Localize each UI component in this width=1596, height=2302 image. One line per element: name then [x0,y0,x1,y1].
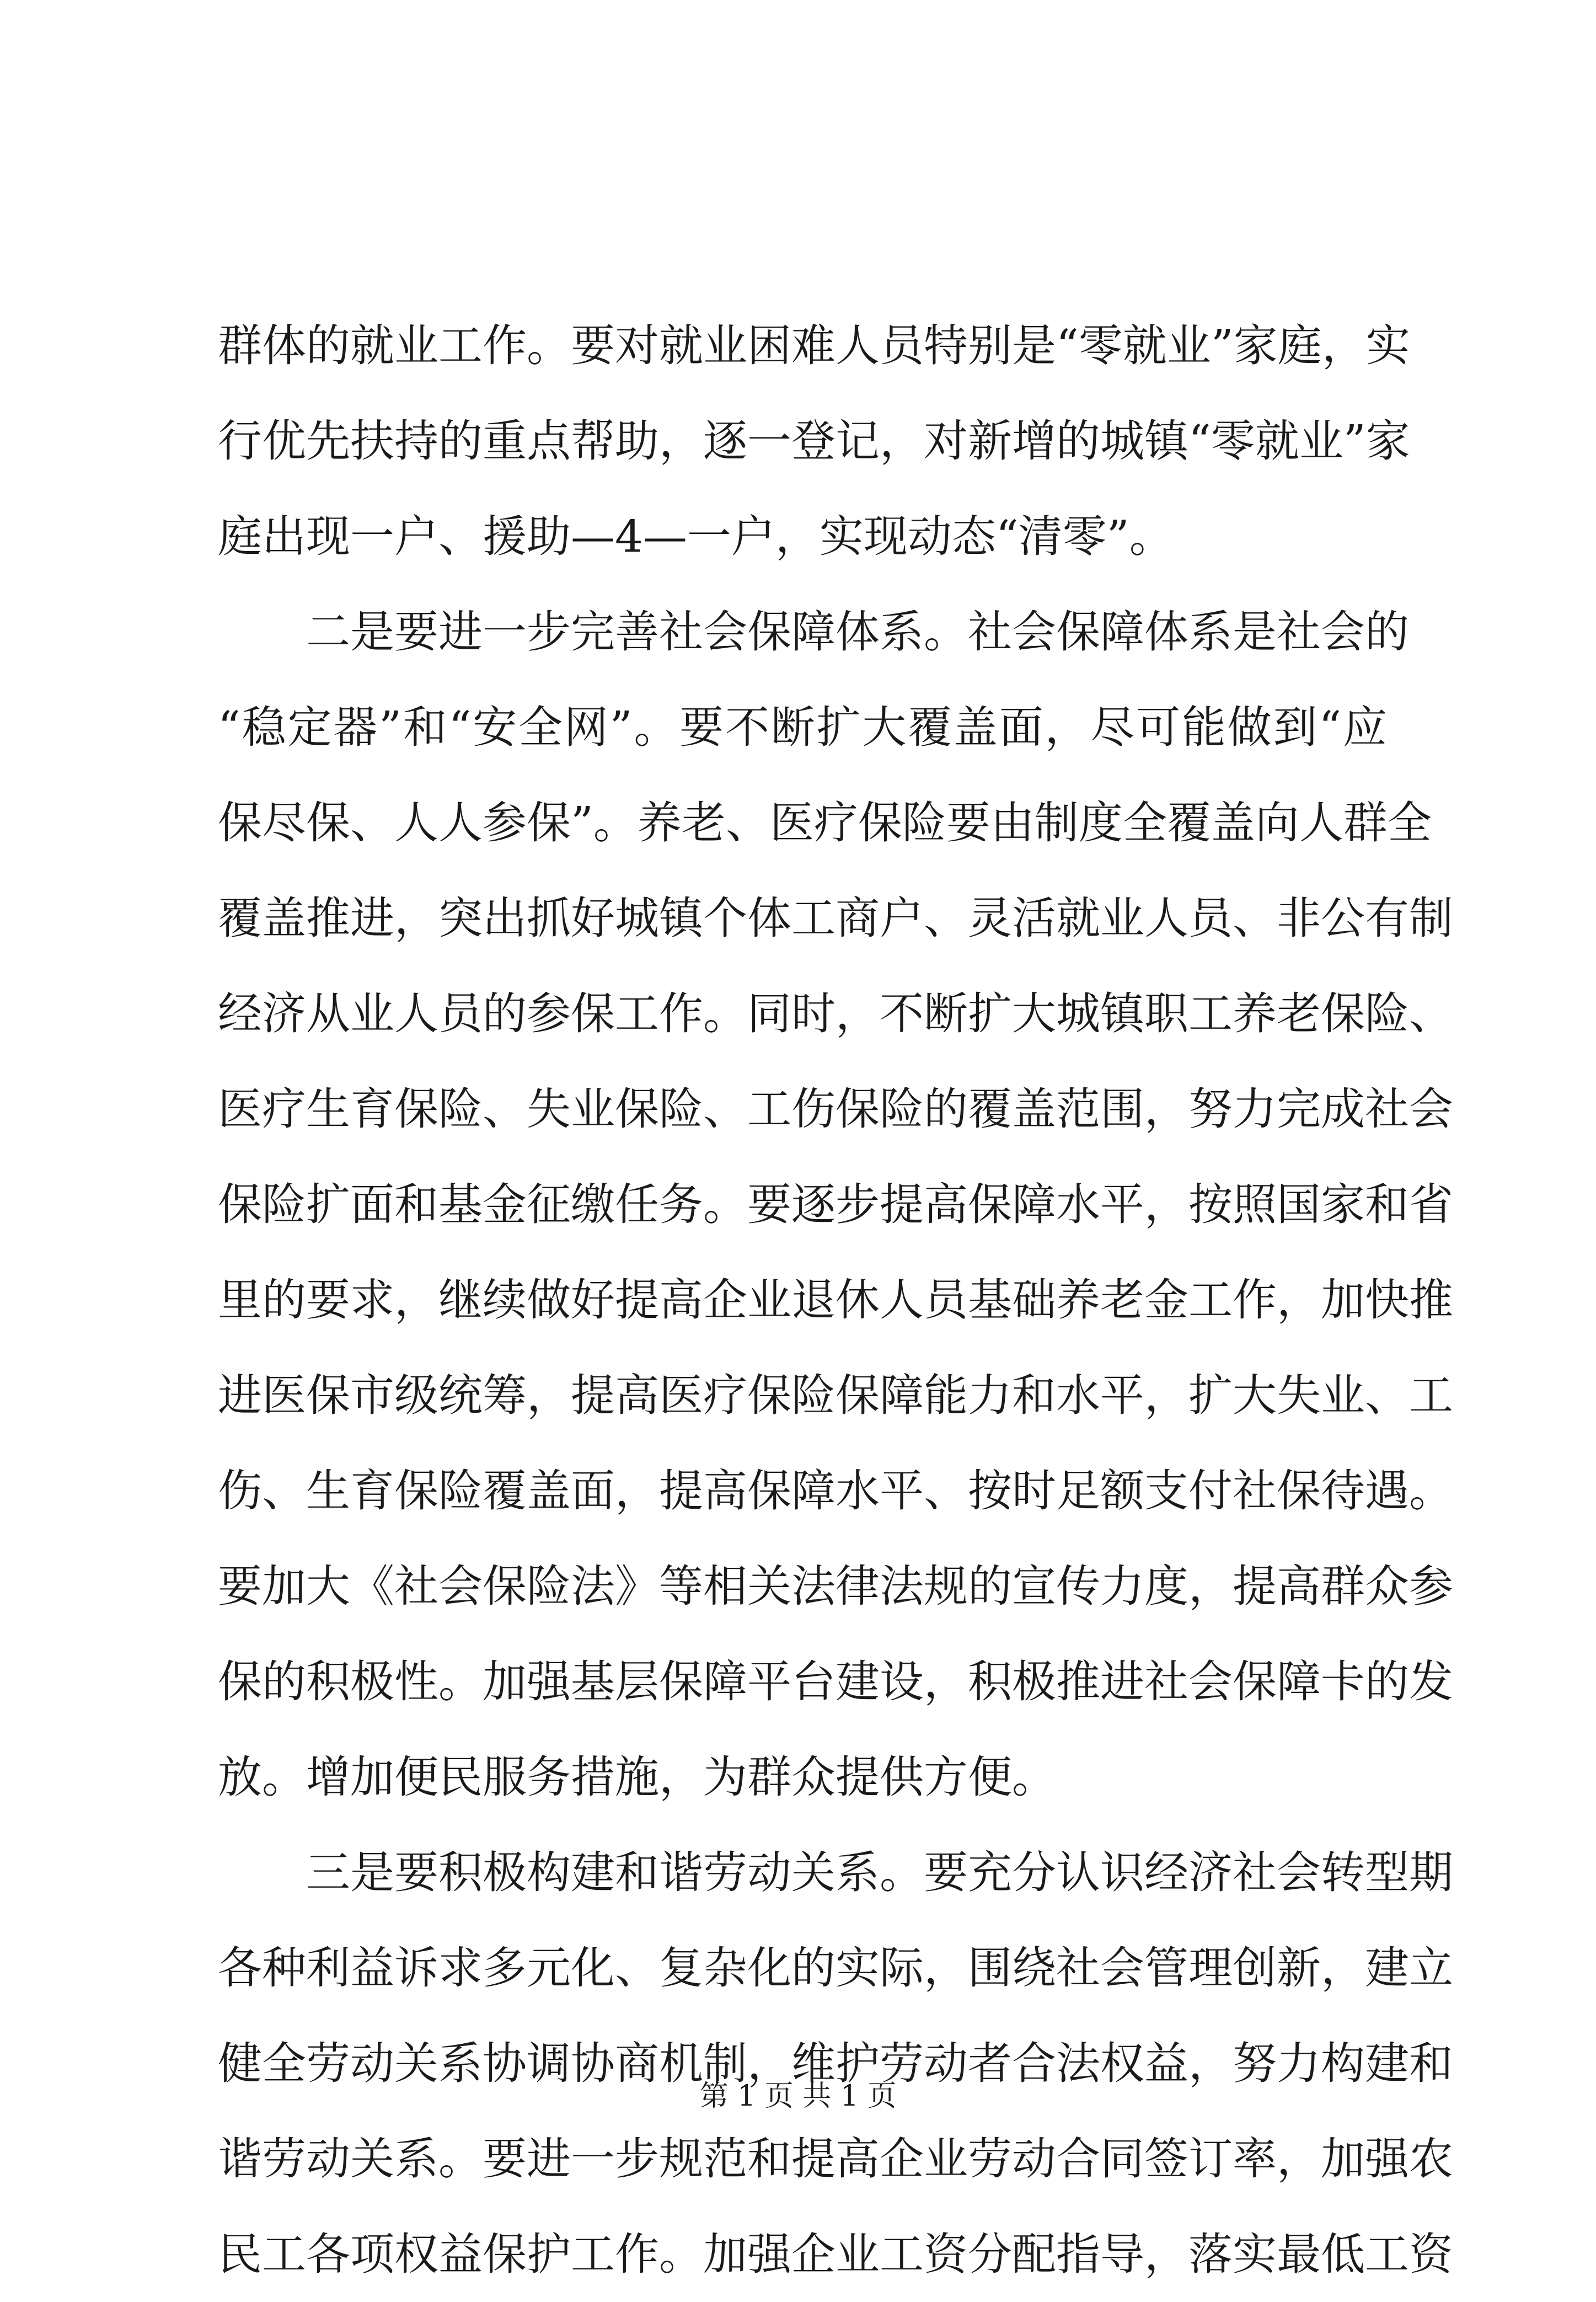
text-line-16: 放。增加便民服务措施，为群众提供方便。 [218,1751,1056,1803]
text-line-12: 进医保市级统筹，提高医疗保险保障能力和水平，扩大失业、工 [218,1370,1453,1421]
text-line-7: 覆盖推进，突出抓好城镇个体工商户、灵活就业人员、非公有制 [218,893,1453,944]
text-line-21: 民工各项权益保护工作。加强企业工资分配指导，落实最低工资 [218,2229,1453,2280]
text-line-10: 保险扩面和基金征缴任务。要逐步提高保障水平，按照国家和省 [218,1179,1453,1230]
text-line-18: 各种利益诉求多元化、复杂化的实际，围绕社会管理创新，建立 [218,1942,1453,1994]
text-line-1: 群体的就业工作。要对就业困难人员特别是“零就业”家庭，实 [218,320,1410,371]
text-line-15: 保的积极性。加强基层保障平台建设，积极推进社会保障卡的发 [218,1656,1453,1707]
text-line-11: 里的要求，继续做好提高企业退休人员基础养老金工作，加快推 [218,1274,1453,1326]
text-line-9: 医疗生育保险、失业保险、工伤保险的覆盖范围，努力完成社会 [218,1083,1453,1135]
page-footer: 第 1 页 共 1 页 [699,2080,897,2113]
text-line-3: 庭出现一户、援助—4—一户，实现动态“清零”。 [218,511,1174,562]
text-line-19: 健全劳动关系协调协商机制，维护劳动者合法权益，努力构建和 [218,2038,1453,2089]
text-line-5: “稳定器”和“安全网”。要不断扩大覆盖面，尽可能做到“应 [218,702,1387,753]
text-line-4: 二是要进一步完善社会保障体系。社会保障体系是社会的 [306,606,1409,658]
text-line-2: 行优先扶持的重点帮助，逐一登记，对新增的城镇“零就业”家 [218,415,1410,467]
text-line-20: 谐劳动关系。要进一步规范和提高企业劳动合同签订率，加强农 [218,2133,1453,2185]
text-line-8: 经济从业人员的参保工作。同时，不断扩大城镇职工养老保险、 [218,988,1453,1039]
text-line-17: 三是要积极构建和谐劳动关系。要充分认识经济社会转型期 [306,1847,1453,1898]
text-line-13: 伤、生育保险覆盖面，提高保障水平、按时足额支付社保待遇。 [218,1465,1453,1516]
document-body [218,298,1453,2302]
text-line-14: 要加大《社会保险法》等相关法律法规的宣传力度，提高群众参 [218,1561,1453,1612]
text-line-6: 保尽保、人人参保”。养老、医疗保险要由制度全覆盖向人群全 [218,797,1432,848]
